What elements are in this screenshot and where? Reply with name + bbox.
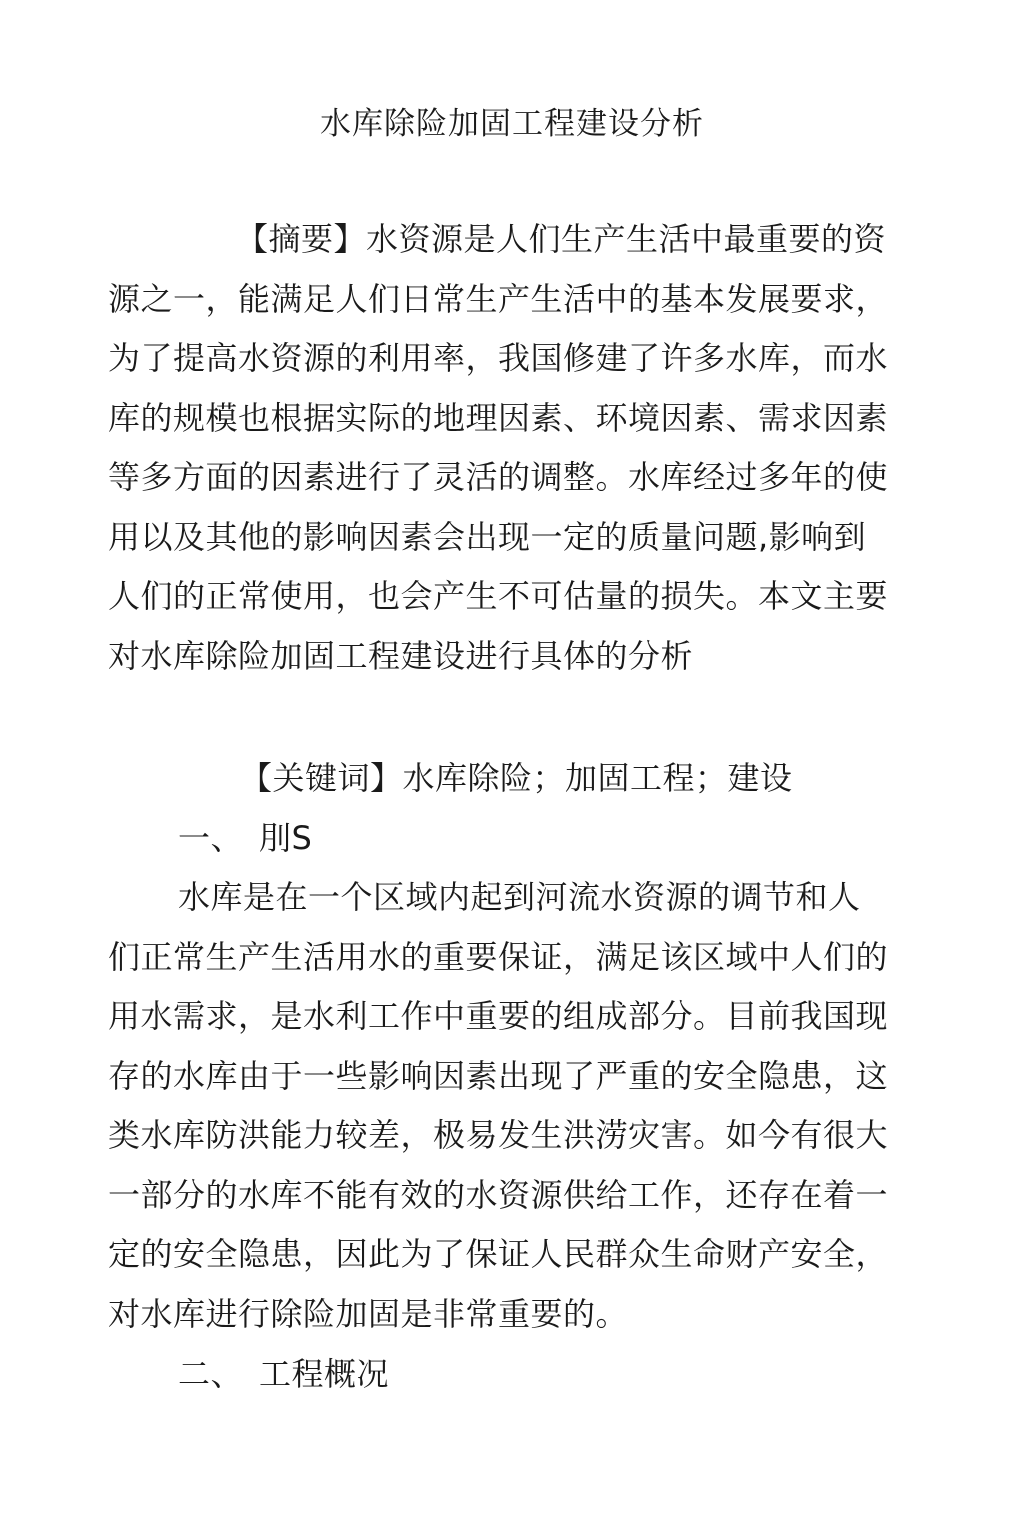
intro-paragraph: 水库是在一个区域内起到河流水资源的调节和人们正常生产生活用水的重要保证，满足该区域中人们的用水需求，是水利工作中重要的组成部分。目前我国现存的水库由于一些影响因素出现了严重的安全隐患，这类水库防洪能力较差，极易发生洪涝灾害。如今有很大一部分的水库不能有效的水资源供给工作，还存在着一定的安全隐患，因此为了保证人民群众生命财产安全，对水库进行除险加固是非常重要的。 — [108, 878, 889, 1333]
section-title: 刖S — [259, 819, 313, 857]
document-title: 水库除险加固工程建设分析 — [320, 106, 704, 142]
section-number: 二、 — [178, 1355, 244, 1393]
section-title: 工程概况 — [259, 1355, 390, 1393]
section-number: 一、 — [178, 819, 244, 857]
section-heading-1 — [178, 808, 312, 868]
abstract-paragraph: 【摘要】水资源是人们生产生活中最重要的资源之一，能满足人们日常生产生活中的基本发展要求，为了提高水资源的利用率，我国修建了许多水库，而水库的规模也根据实际的地理因素、环境因素、需求因素等多方面的因素进行了灵活的调整。水库经过多年的使用以及其他的影响因素会出现一定的质量问题,影响到人们的正常使用，也会产生不可估量的损失。本文主要对水库除险加固工程建设进行具体的分析 — [108, 220, 889, 675]
section-heading-2 — [178, 1344, 389, 1404]
keywords-line: 【关键词】水库除险；加固工程；建设 — [240, 759, 793, 797]
